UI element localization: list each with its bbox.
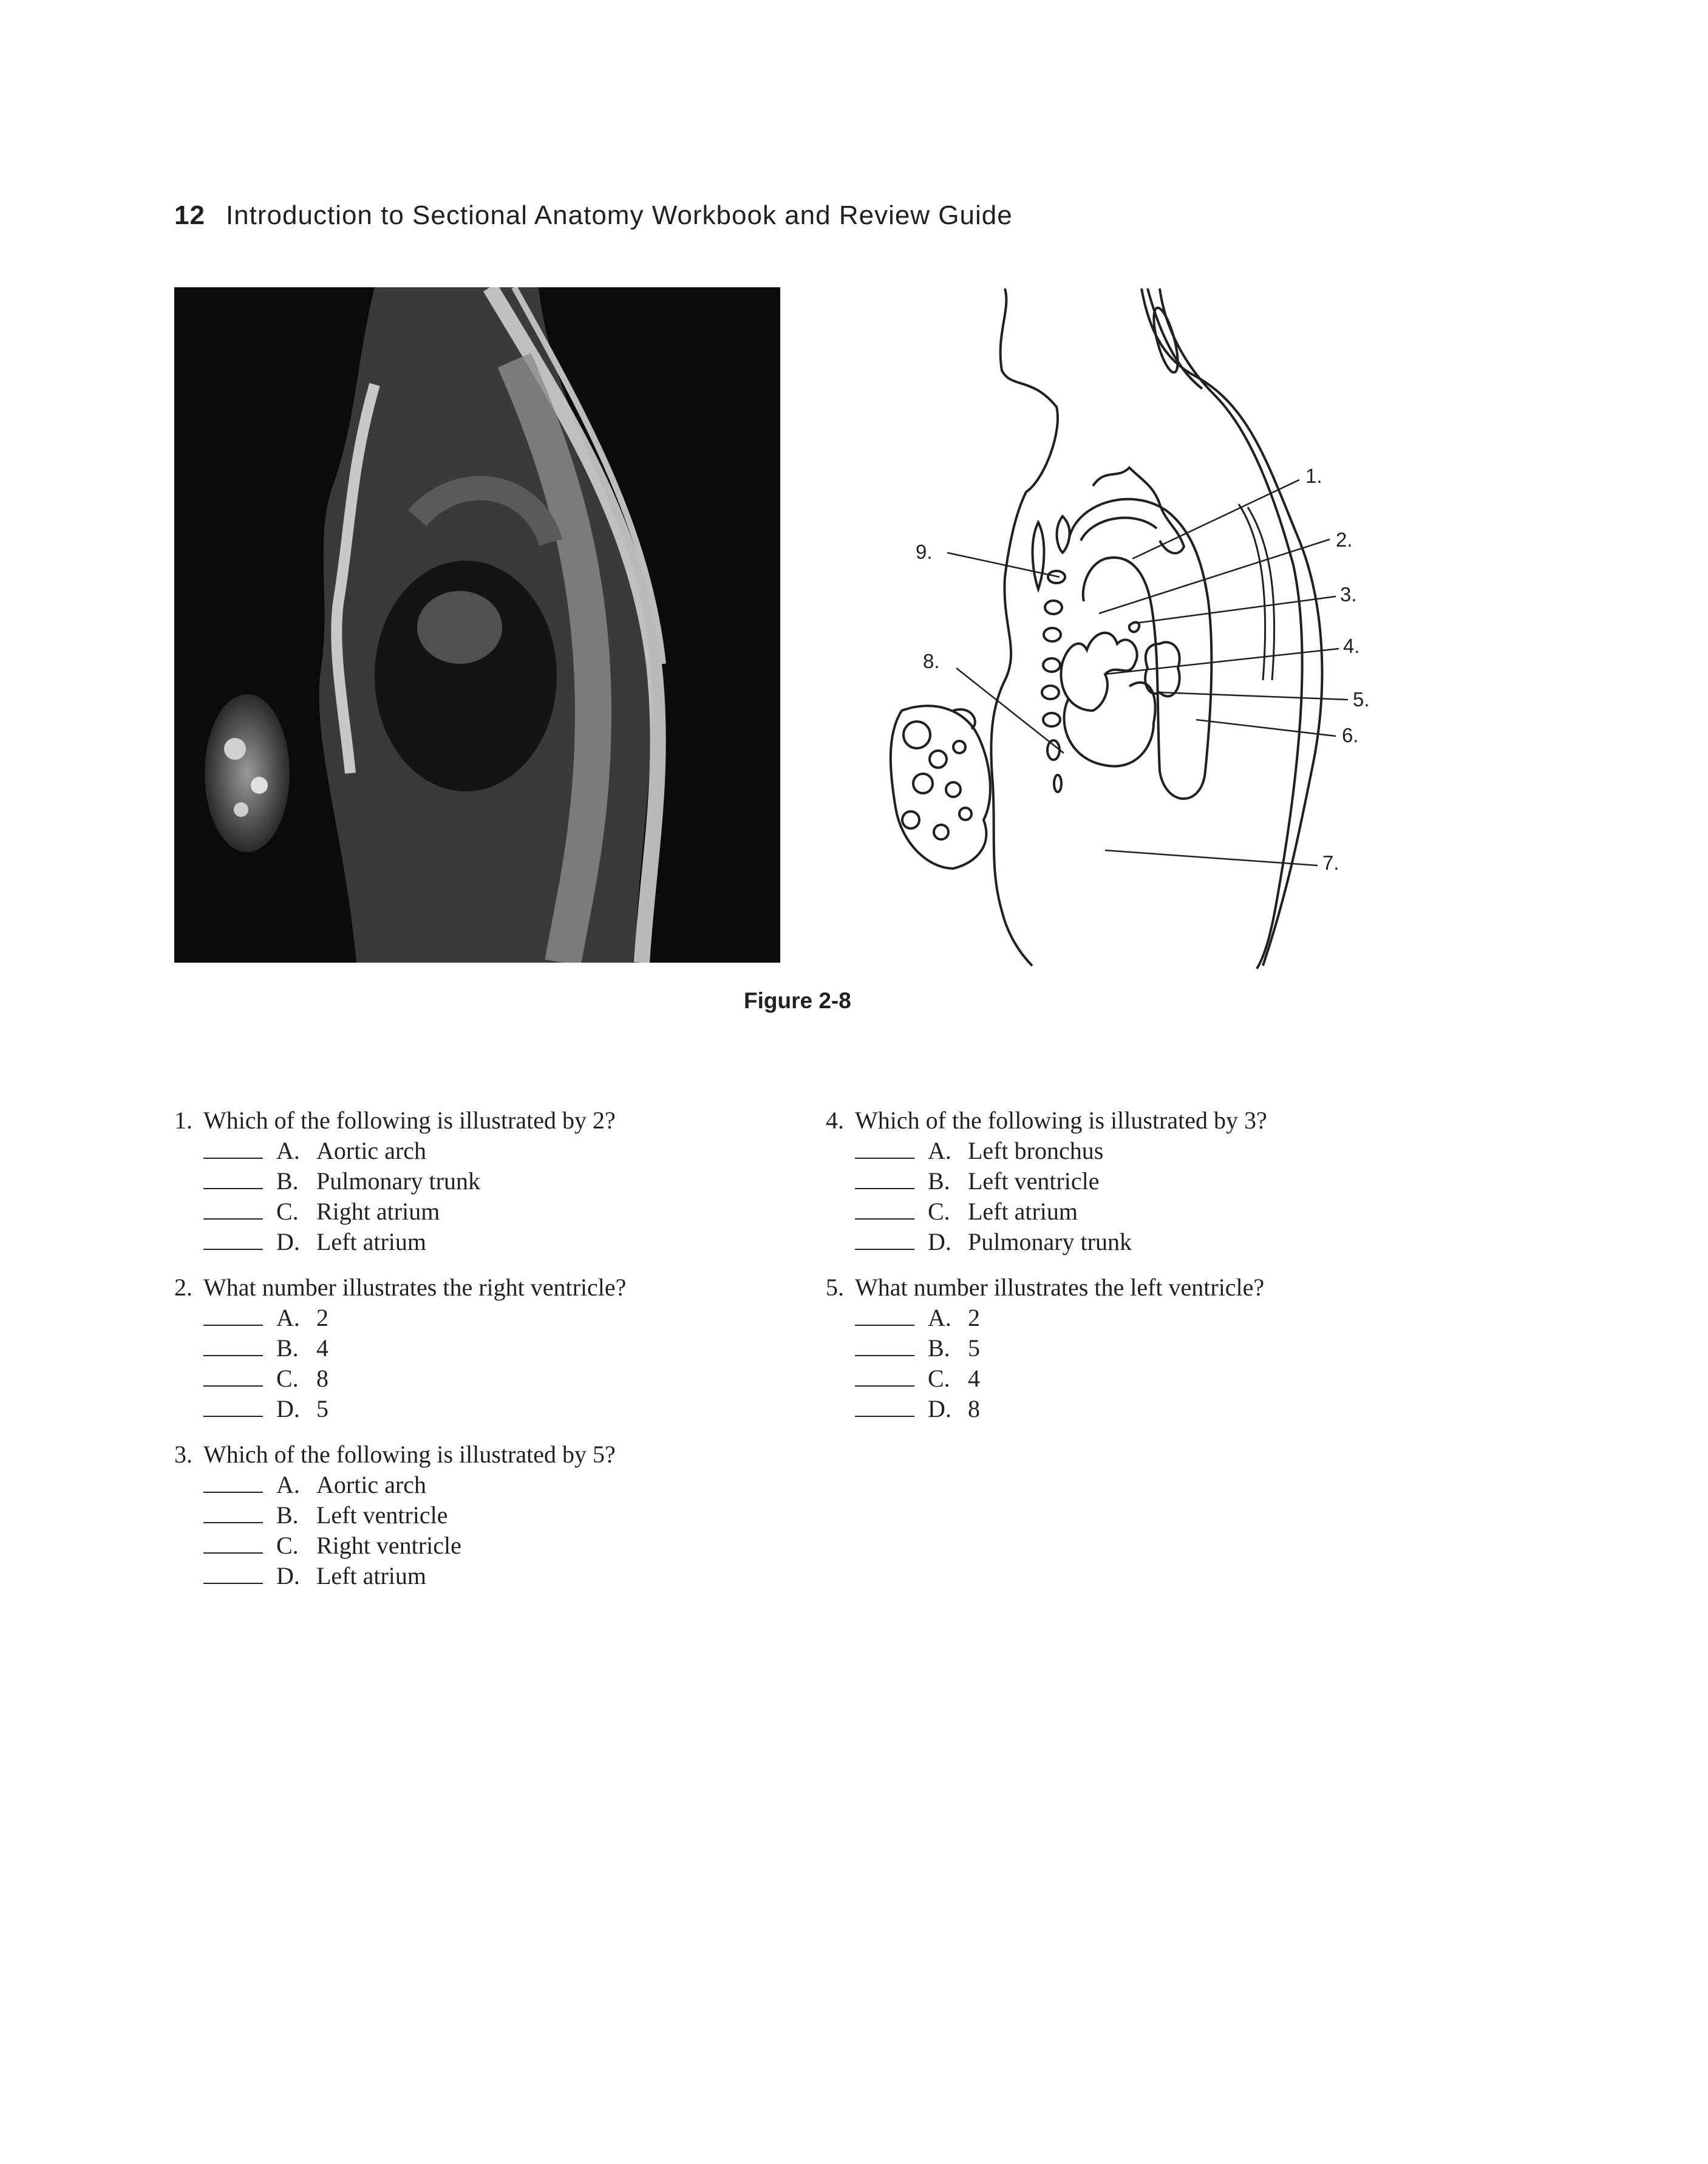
- answer-blank[interactable]: [855, 1166, 914, 1189]
- option-letter: A.: [928, 1137, 951, 1164]
- answer-blank[interactable]: [203, 1394, 263, 1417]
- question-number: 3.: [174, 1441, 192, 1468]
- questions-right-column: [826, 1105, 1463, 1439]
- option-letter: A.: [276, 1304, 300, 1331]
- answer-option[interactable]: [174, 1136, 812, 1166]
- question-text: Which of the following is illustrated by 5?: [203, 1441, 616, 1468]
- option-text: 2: [968, 1304, 980, 1331]
- option-letter: A.: [276, 1137, 300, 1164]
- answer-option[interactable]: [826, 1227, 1463, 1257]
- answer-option[interactable]: [826, 1364, 1463, 1394]
- figure-label-5: 5.: [1353, 688, 1370, 711]
- option-letter: D.: [928, 1228, 951, 1255]
- answer-blank[interactable]: [203, 1470, 263, 1493]
- option-letter: C.: [276, 1365, 299, 1392]
- answer-option[interactable]: [826, 1166, 1463, 1196]
- option-text: 2: [316, 1304, 328, 1331]
- answer-blank[interactable]: [203, 1364, 263, 1387]
- answer-blank[interactable]: [855, 1333, 914, 1356]
- answer-option[interactable]: [174, 1333, 812, 1364]
- answer-blank[interactable]: [855, 1394, 914, 1417]
- option-text: Pulmonary trunk: [968, 1228, 1132, 1255]
- option-text: Right ventricle: [316, 1532, 461, 1559]
- question: [174, 1272, 812, 1424]
- figure-label-4: 4.: [1343, 635, 1360, 657]
- answer-blank[interactable]: [203, 1500, 263, 1523]
- answer-blank[interactable]: [203, 1227, 263, 1250]
- mri-sagittal-image: [174, 287, 780, 963]
- answer-option[interactable]: [174, 1166, 812, 1196]
- answer-blank[interactable]: [203, 1136, 263, 1159]
- answer-option[interactable]: [826, 1333, 1463, 1364]
- book-title: Introduction to Sectional Anatomy Workbook and Review Guide: [225, 200, 1013, 230]
- option-letter: D.: [928, 1395, 951, 1422]
- answer-option[interactable]: [174, 1227, 812, 1257]
- question-text: What number illustrates the left ventricle?: [855, 1274, 1265, 1301]
- question-number: 2.: [174, 1274, 192, 1301]
- answer-option[interactable]: [174, 1561, 812, 1591]
- answer-blank[interactable]: [203, 1561, 263, 1584]
- answer-option[interactable]: [174, 1364, 812, 1394]
- option-text: 4: [316, 1334, 328, 1362]
- answer-option[interactable]: [826, 1136, 1463, 1166]
- answer-blank[interactable]: [203, 1531, 263, 1554]
- answer-blank[interactable]: [203, 1333, 263, 1356]
- figure-label-1: 1.: [1305, 465, 1322, 487]
- question: [826, 1272, 1463, 1424]
- figure-label-7: 7.: [1322, 852, 1339, 874]
- option-text: Pulmonary trunk: [316, 1167, 480, 1195]
- answer-blank[interactable]: [203, 1166, 263, 1189]
- option-text: Left ventricle: [316, 1501, 448, 1529]
- option-letter: B.: [276, 1334, 299, 1362]
- answer-blank[interactable]: [203, 1303, 263, 1326]
- option-text: Left atrium: [316, 1562, 427, 1589]
- option-letter: C.: [928, 1365, 950, 1392]
- questions-left-column: [174, 1105, 812, 1606]
- answer-option[interactable]: [174, 1470, 812, 1500]
- question: [174, 1105, 812, 1257]
- answer-option[interactable]: [174, 1303, 812, 1333]
- question-text: What number illustrates the right ventricle?: [203, 1274, 627, 1301]
- figure-label-3: 3.: [1340, 583, 1357, 606]
- option-text: 5: [316, 1395, 328, 1422]
- option-letter: D.: [276, 1395, 300, 1422]
- answer-blank[interactable]: [203, 1196, 263, 1220]
- option-letter: B.: [928, 1334, 950, 1362]
- answer-option[interactable]: [174, 1196, 812, 1227]
- answer-option[interactable]: [174, 1394, 812, 1424]
- answer-option[interactable]: [826, 1196, 1463, 1227]
- figure-label-6: 6.: [1342, 724, 1359, 746]
- option-text: 5: [968, 1334, 980, 1362]
- answer-blank[interactable]: [855, 1227, 914, 1250]
- option-text: Aortic arch: [316, 1471, 427, 1498]
- question-number: 1.: [174, 1107, 192, 1134]
- answer-option[interactable]: [174, 1500, 812, 1531]
- option-letter: B.: [276, 1167, 299, 1195]
- figure-label-2: 2.: [1336, 528, 1353, 551]
- option-letter: C.: [928, 1198, 950, 1225]
- option-letter: B.: [928, 1167, 950, 1195]
- answer-blank[interactable]: [855, 1136, 914, 1159]
- question-text: Which of the following is illustrated by 3?: [855, 1107, 1267, 1134]
- page-number: 12: [174, 200, 205, 230]
- question-number: 5.: [826, 1274, 844, 1301]
- option-letter: B.: [276, 1501, 299, 1529]
- question: [174, 1439, 812, 1591]
- anatomy-line-drawing: [874, 285, 1384, 969]
- figure-caption: Figure 2-8: [744, 988, 851, 1013]
- figure-label-9: 9.: [916, 541, 933, 563]
- option-text: Left atrium: [316, 1228, 427, 1255]
- figure-label-8: 8.: [923, 650, 940, 672]
- question-number: 4.: [826, 1107, 844, 1134]
- question: [826, 1105, 1463, 1257]
- option-text: Right atrium: [316, 1198, 440, 1225]
- option-text: 4: [968, 1365, 980, 1392]
- option-letter: D.: [276, 1228, 300, 1255]
- option-letter: A.: [276, 1471, 300, 1498]
- option-letter: A.: [928, 1304, 951, 1331]
- question-text: Which of the following is illustrated by 2?: [203, 1107, 616, 1134]
- option-text: 8: [968, 1395, 980, 1422]
- option-text: Left atrium: [968, 1198, 1078, 1225]
- option-text: 8: [316, 1365, 328, 1392]
- answer-blank[interactable]: [855, 1196, 914, 1220]
- option-text: Left bronchus: [968, 1137, 1104, 1164]
- running-head: [174, 200, 1013, 231]
- option-letter: C.: [276, 1532, 299, 1559]
- answer-option[interactable]: [174, 1531, 812, 1561]
- answer-option[interactable]: [826, 1394, 1463, 1424]
- option-letter: D.: [276, 1562, 300, 1589]
- answer-blank[interactable]: [855, 1364, 914, 1387]
- option-letter: C.: [276, 1198, 299, 1225]
- option-text: Aortic arch: [316, 1137, 427, 1164]
- answer-blank[interactable]: [855, 1303, 914, 1326]
- answer-option[interactable]: [826, 1303, 1463, 1333]
- option-text: Left ventricle: [968, 1167, 1100, 1195]
